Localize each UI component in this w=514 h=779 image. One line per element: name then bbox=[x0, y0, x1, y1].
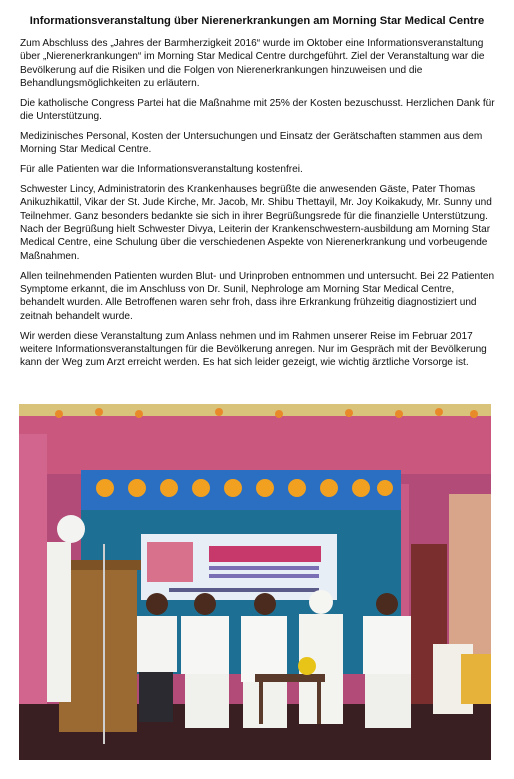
event-photo bbox=[19, 404, 491, 760]
document-body bbox=[20, 37, 498, 376]
paragraph-intro: Zum Abschluss des „Jahres der Barmherzigkeit 2016“ wurde im Oktober eine Informationsveranstaltung über „Nierenerkrankungen“ im Morning Star Medical Centre durchgeführt. Ziel der Veranstaltung war die Bevölkerung auf die Risiken und die Folgen von Nierenerkrankungen hinzuweisen und die Behandlungsmöglichkeiten zu erläutern. bbox=[20, 38, 485, 90]
paragraph-free: Für alle Patienten war die Informationsveranstaltung kostenfrei. bbox=[20, 164, 303, 176]
paragraph-outlook: Wir werden diese Veranstaltung zum Anlass nehmen und im Rahmen unserer Reise im Februar 2017 weitere Informationsveranstaltungen für die Bevölkerung anregen. Nur im Gespräch mit der Bevölkerung kann der Weg zum Arzt erreicht werden. Es hat sich leider gezeigt, wie wichtig ärztliche Vorsorge ist. bbox=[20, 330, 487, 369]
paragraph-results: Allen teilnehmenden Patienten wurden Blut- und Urinproben entnommen und untersucht. Bei 22 Patienten Symptome erkannt, die im Anschluss von Dr. Sunil, Nephrologe am Morning Star Medical Centre, behandelt wurden. Alle Betroffenen waren sehr froh, dass ihre Erkrankung frühzeitig diagnostiziert und zeitnah behandelt wurde. bbox=[20, 270, 495, 322]
paragraph-funding: Die katholische Congress Partei hat die Maßnahme mit 25% der Kosten bezuschusst. Herzlichen Dank für die Unterstützung. bbox=[20, 97, 495, 123]
paragraph-welcome: Schwester Lincy, Administratorin des Krankenhauses begrüßte die anwesenden Gäste, Pater Thomas Anikuzhikattil, Vikar der St. Jude Kirche, Mr. Jacob, Mr. Shibu Thettayil, Mr. Joy Koikakudy, Mr. Sunny und Teilnehmer. Ganz besonders bedankte sie sich in ihrer Begrüßungsrede für die finanzielle Unterstützung. Nach der Begrüßung hielt Schwester Divya, Leiterin der Krankenschwestern-ausbildung am Morning Star Medical Centre, eine Schulung über die verschiedenen Aspekte von Nierenerkrankung und vorbeugende Maßnahmen. bbox=[20, 183, 492, 262]
paragraph-staff: Medizinisches Personal, Kosten der Untersuchungen und Einsatz der Gerätschaften stammen aus dem Morning Star Medical Centre. bbox=[20, 131, 483, 156]
document-title: Informationsveranstaltung über Nierenerkrankungen am Morning Star Medical Centre bbox=[29, 15, 485, 27]
